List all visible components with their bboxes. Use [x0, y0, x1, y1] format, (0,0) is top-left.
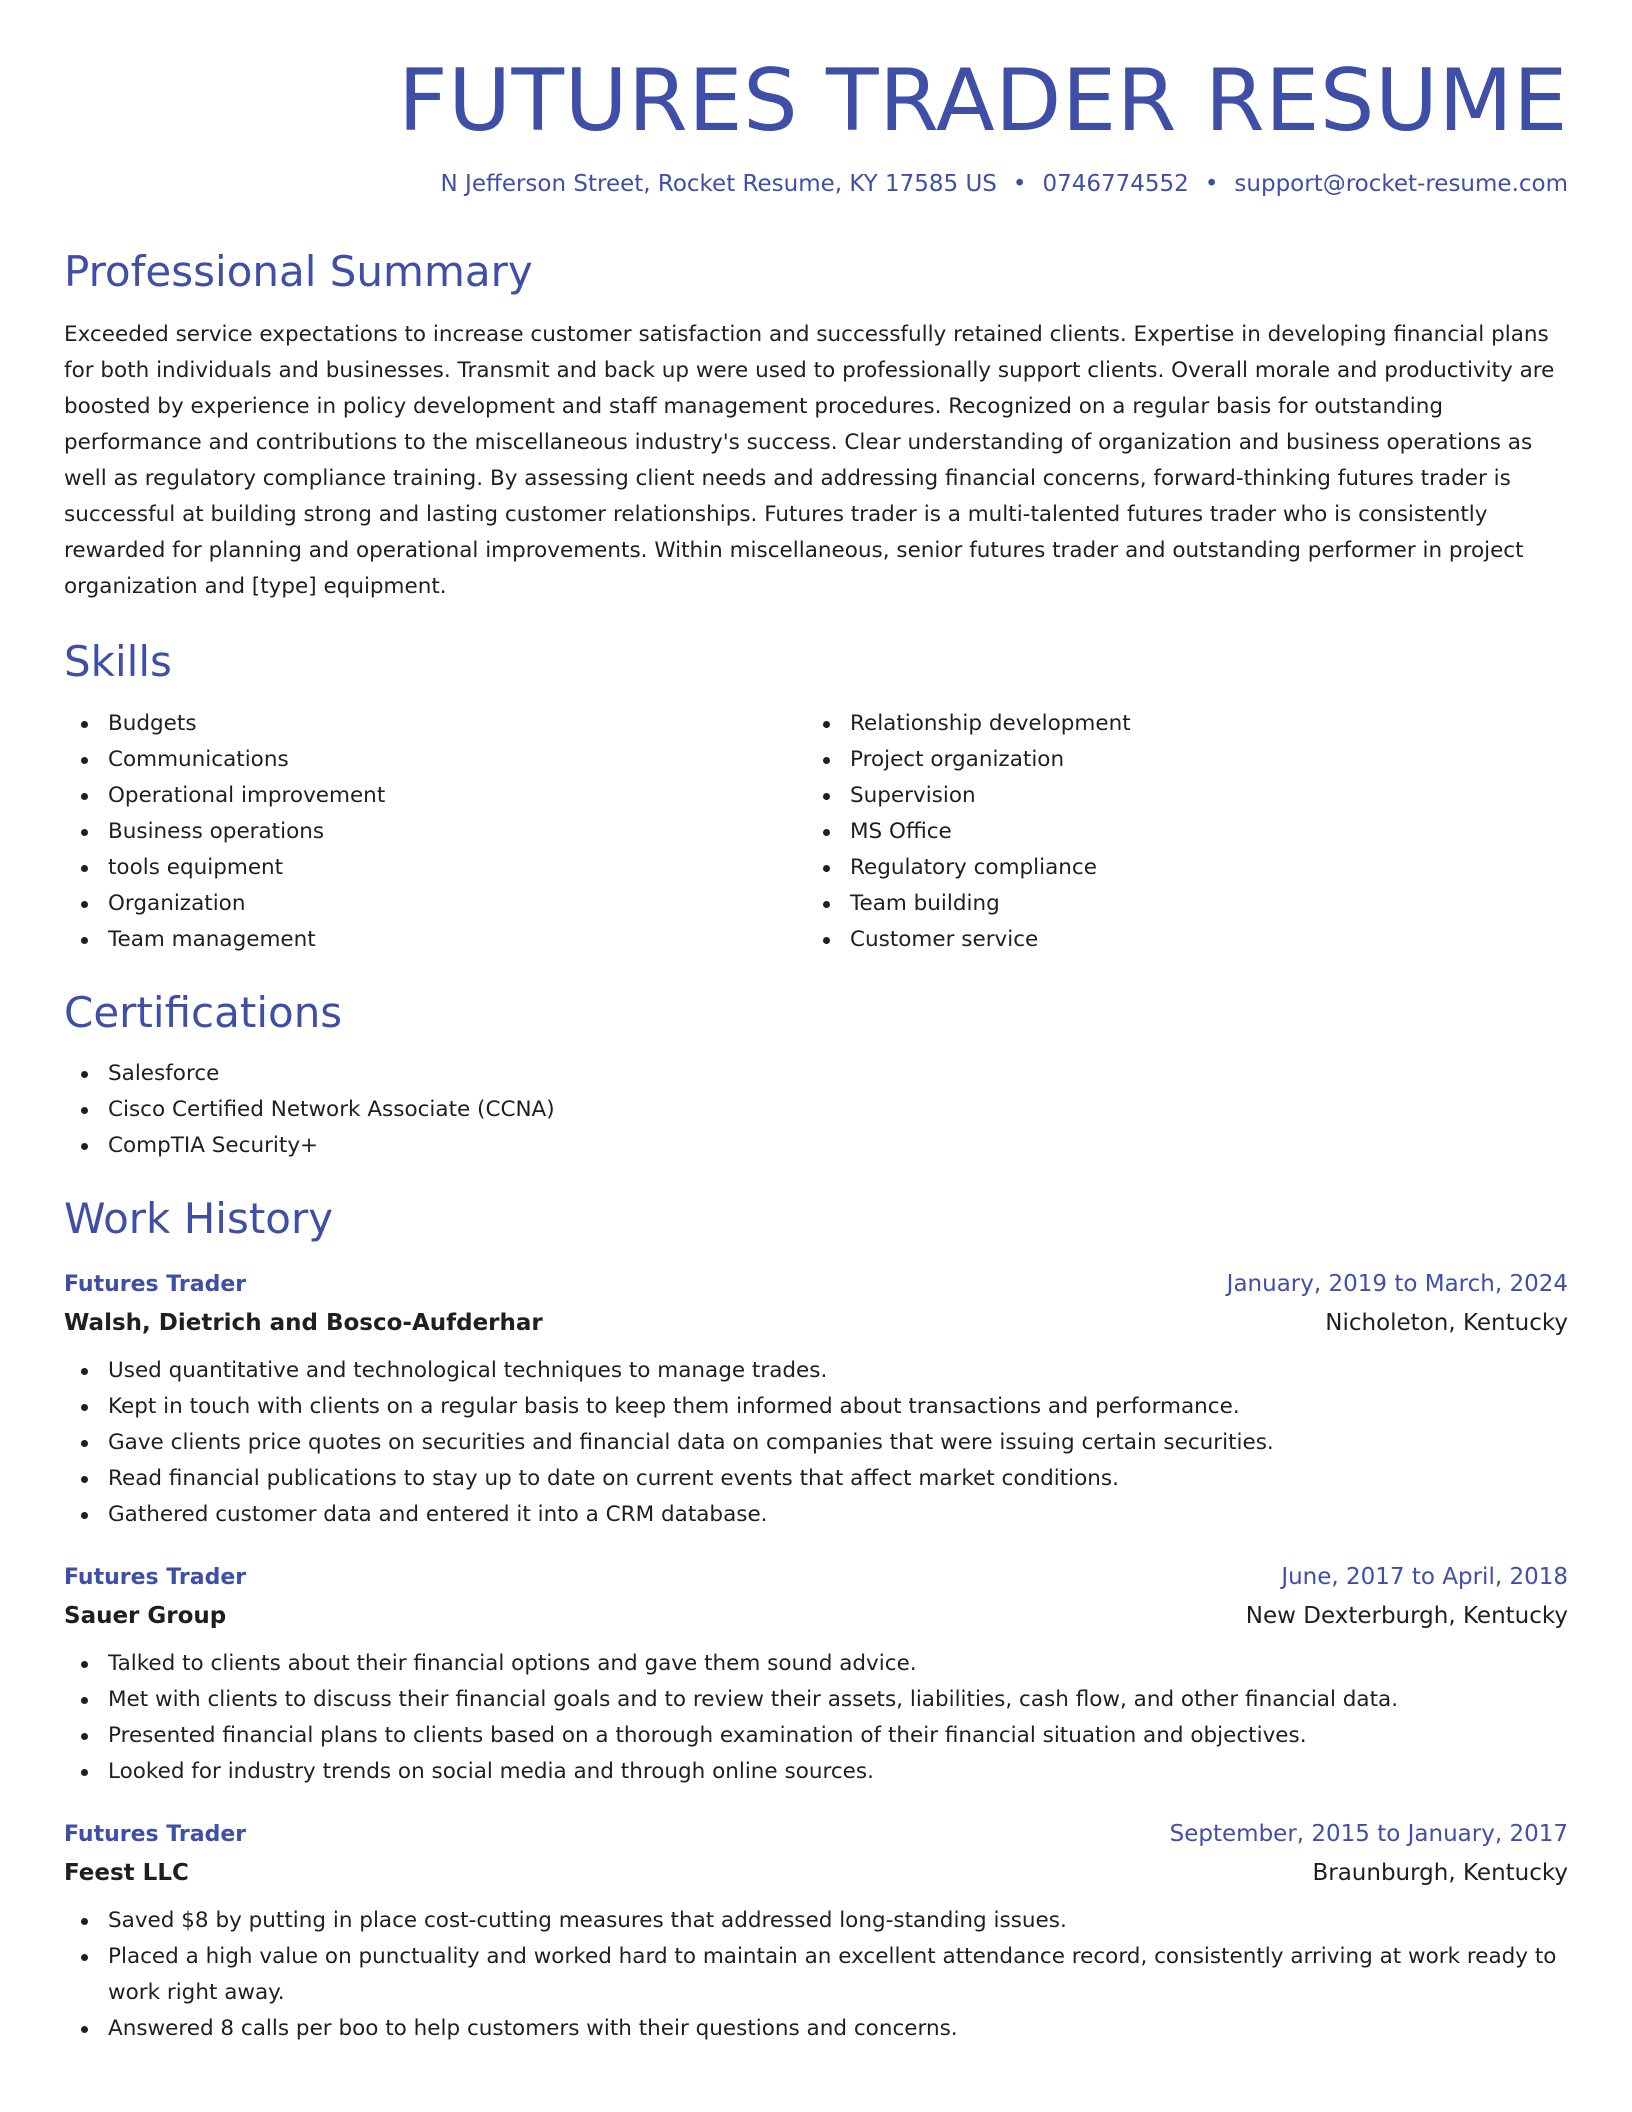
- certification-item: Cisco Certified Network Associate (CCNA): [64, 1092, 1568, 1128]
- job-title-row: [64, 1266, 1568, 1303]
- job-company: Sauer Group: [64, 1603, 227, 1630]
- skill-item: Communications: [64, 742, 806, 778]
- contact-address: N Jefferson Street, Rocket Resume, KY 17585 US: [440, 170, 997, 197]
- job-duty: Used quantitative and technological techniques to manage trades.: [64, 1353, 1568, 1389]
- skill-item: Business operations: [64, 814, 806, 850]
- contact-line: [64, 171, 1568, 197]
- skill-item: Budgets: [64, 706, 806, 742]
- job-duty: Gave clients price quotes on securities and financial data on companies that were issuing certain securities.: [64, 1425, 1568, 1461]
- job-duty: Gathered customer data and entered it into a CRM database.: [64, 1497, 1568, 1533]
- skill-item: Organization: [64, 886, 806, 922]
- skill-item: Team management: [64, 922, 806, 958]
- resume-title: FUTURES TRADER RESUME: [398, 51, 1568, 151]
- job-company-row: [64, 1596, 1568, 1636]
- certification-item: CompTIA Security+: [64, 1128, 1568, 1164]
- job-duty: Saved $8 by putting in place cost-cutting measures that addressed long-standing issues.: [64, 1903, 1568, 1939]
- job-duty: Met with clients to discuss their financial goals and to review their assets, liabilities, cash flow, and other financial data.: [64, 1682, 1568, 1718]
- job-title-row: [64, 1816, 1568, 1853]
- skill-item: Team building: [806, 886, 1548, 922]
- skill-item: Operational improvement: [64, 778, 806, 814]
- job-title: Futures Trader: [64, 1272, 247, 1298]
- skills-grid: [64, 706, 1568, 958]
- job-entry: [64, 1559, 1568, 1790]
- job-location: Braunburgh, Kentucky: [1312, 1860, 1568, 1887]
- summary-text: Exceeded service expectations to increase customer satisfaction and successfully retained clients. Expertise in developing financial plans for both individuals and businesses. Transmit and back up were used to professionally support clients. Overall morale and productivity are boosted by experience in policy development and staff management procedures. Recognized on a regular basis for outstanding performance and contributions to the miscellaneous industry's success. Clear understanding of organization and business operations as well as regulatory compliance training. By assessing client needs and addressing financial concerns, forward-thinking futures trader is successful at building strong and lasting customer relationships. Futures trader is a multi-talented futures trader who is consistently rewarded for planning and operational improvements. Within miscellaneous, senior futures trader and outstanding performer in project organization and [type] equipment.: [64, 322, 1555, 600]
- job-entry: [64, 1266, 1568, 1533]
- job-dates: January, 2019 to March, 2024: [1226, 1271, 1568, 1298]
- job-duty: Looked for industry trends on social media and through online sources.: [64, 1754, 1568, 1790]
- job-duties: [64, 1353, 1568, 1533]
- contact-separator: •: [1204, 170, 1219, 197]
- job-company: Walsh, Dietrich and Bosco-Aufderhar: [64, 1310, 543, 1337]
- job-duty: Kept in touch with clients on a regular basis to keep them informed about transactions and performance.: [64, 1389, 1568, 1425]
- job-title: Futures Trader: [64, 1822, 247, 1848]
- job-duty: Placed a high value on punctuality and worked hard to maintain an excellent attendance record, consistently arriving at work ready to work right away.: [64, 1939, 1568, 2011]
- job-entry: [64, 1816, 1568, 2047]
- skill-item: Supervision: [806, 778, 1548, 814]
- job-title: Futures Trader: [64, 1565, 247, 1591]
- job-company: Feest LLC: [64, 1860, 189, 1887]
- job-title-row: [64, 1559, 1568, 1596]
- work-history-heading: Work History: [64, 1194, 334, 1244]
- certifications-heading: Certifications: [64, 987, 343, 1037]
- work-history-list: [64, 1266, 1568, 2047]
- job-duties: [64, 1646, 1568, 1790]
- job-location: New Dexterburgh, Kentucky: [1245, 1603, 1568, 1630]
- job-duty: Presented financial plans to clients based on a thorough examination of their financial situation and objectives.: [64, 1718, 1568, 1754]
- job-company-row: [64, 1303, 1568, 1343]
- skills-heading: Skills: [64, 637, 172, 687]
- job-location: Nicholeton, Kentucky: [1325, 1310, 1568, 1337]
- certifications-list: [64, 1056, 1568, 1164]
- summary-heading: Professional Summary: [64, 246, 533, 296]
- skill-item: Relationship development: [806, 706, 1548, 742]
- job-duty: Read financial publications to stay up to date on current events that affect market conditions.: [64, 1461, 1568, 1497]
- skill-item: MS Office: [806, 814, 1548, 850]
- job-dates: September, 2015 to January, 2017: [1169, 1821, 1568, 1848]
- skills-list-left: [64, 706, 806, 958]
- skill-item: Regulatory compliance: [806, 850, 1548, 886]
- certification-item: Salesforce: [64, 1056, 1568, 1092]
- job-dates: June, 2017 to April, 2018: [1281, 1564, 1568, 1591]
- skills-list-right: [806, 706, 1548, 958]
- contact-email: support@rocket-resume.com: [1234, 170, 1568, 197]
- job-duty: Talked to clients about their financial options and gave them sound advice.: [64, 1646, 1568, 1682]
- job-duties: [64, 1903, 1568, 2047]
- job-company-row: [64, 1853, 1568, 1893]
- job-duty: Answered 8 calls per boo to help customers with their questions and concerns.: [64, 2011, 1568, 2047]
- skill-item: Project organization: [806, 742, 1548, 778]
- skill-item: Customer service: [806, 922, 1548, 958]
- skill-item: tools equipment: [64, 850, 806, 886]
- contact-separator: •: [1012, 170, 1027, 197]
- contact-phone: 0746774552: [1042, 170, 1189, 197]
